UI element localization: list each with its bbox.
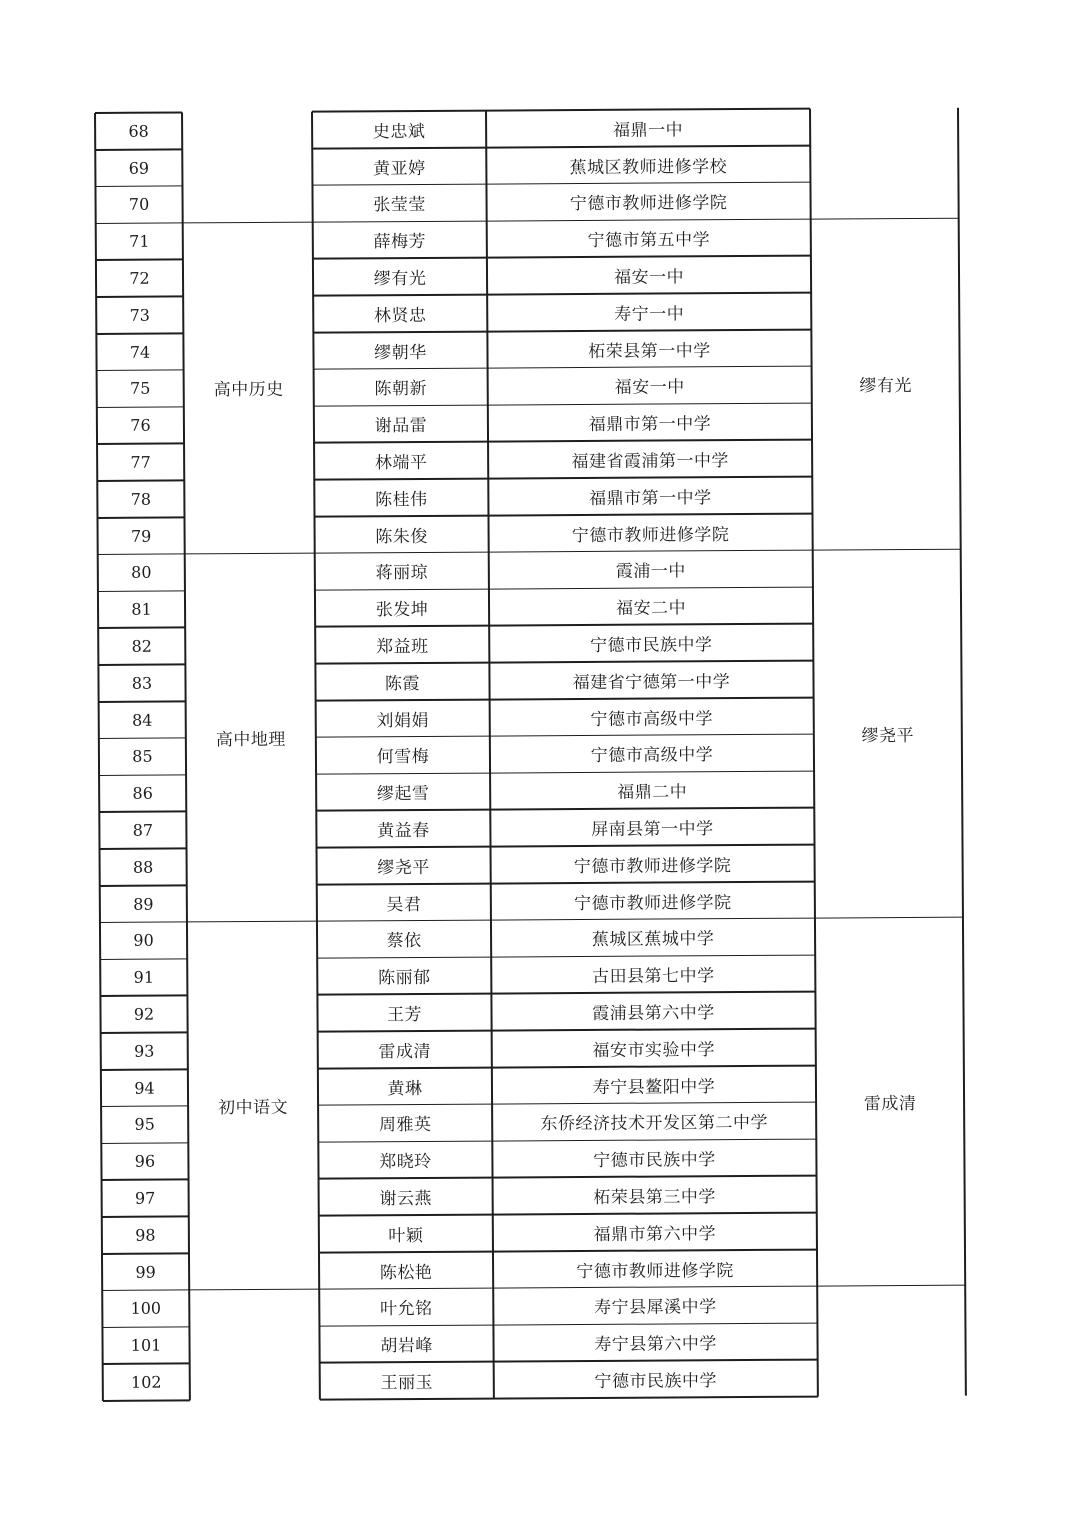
teacher-name: 谢品雷 <box>374 416 428 437</box>
school-name: 福建省宁德第一中学 <box>572 671 731 693</box>
group-leader-name: 缪尧平 <box>861 726 915 747</box>
teacher-name: 陈朝新 <box>374 379 428 400</box>
subject-group-label: 高中地理 <box>215 729 286 751</box>
school-name: 宁德市高级中学 <box>590 745 714 767</box>
row-number: 83 <box>131 673 153 693</box>
school-name: 福鼎市第一中学 <box>588 414 712 436</box>
school-name: 宁德市高级中学 <box>590 708 714 730</box>
teacher-name: 蔡依 <box>386 931 422 952</box>
school-name: 福安市实验中学 <box>592 1040 716 1061</box>
row-number: 73 <box>129 305 150 325</box>
school-name: 宁德市教师进修学院 <box>569 193 728 215</box>
row-number: 89 <box>133 894 154 914</box>
teacher-name: 黄益春 <box>377 821 430 842</box>
row-number: 75 <box>129 379 151 399</box>
school-name: 福鼎市第一中学 <box>589 488 712 509</box>
school-name: 柘荣县第三中学 <box>593 1187 716 1209</box>
school-name: 寿宁一中 <box>614 304 685 325</box>
school-name: 霞浦一中 <box>615 561 686 583</box>
school-name: 蕉城区教师进修学校 <box>569 156 728 178</box>
teacher-name: 叶颖 <box>388 1225 424 1247</box>
teacher-name: 陈朱俊 <box>375 526 428 547</box>
teacher-name: 陈桂伟 <box>375 489 428 511</box>
group-leader-name: 缪有光 <box>859 376 913 397</box>
school-name: 宁德市教师进修学院 <box>576 1260 734 1282</box>
school-name: 宁德市民族中学 <box>589 635 713 657</box>
school-name: 福鼎市第六中学 <box>593 1224 717 1245</box>
row-number: 84 <box>131 710 153 730</box>
row-number: 69 <box>128 158 150 178</box>
teacher-name: 何雪梅 <box>376 747 430 768</box>
teacher-name: 周雅英 <box>378 1115 432 1136</box>
teacher-name: 陈霞 <box>384 673 421 695</box>
school-name: 宁德市民族中学 <box>594 1371 718 1393</box>
teacher-name: 缪尧平 <box>377 857 430 879</box>
row-number: 72 <box>129 268 150 288</box>
teacher-name: 林端平 <box>374 453 428 474</box>
teacher-name: 黄琳 <box>387 1078 423 1099</box>
teacher-name: 黄亚婷 <box>373 158 426 179</box>
teacher-name: 张莹莹 <box>373 195 426 216</box>
teacher-name: 雷成清 <box>378 1041 432 1063</box>
school-name: 寿宁县第六中学 <box>594 1334 717 1356</box>
subject-group-label: 初中语文 <box>218 1097 289 1119</box>
teacher-name: 缪起雪 <box>376 784 430 805</box>
teacher-name: 吴君 <box>386 894 422 915</box>
row-number: 101 <box>130 1335 162 1356</box>
teacher-name: 缪有光 <box>373 269 427 290</box>
row-number: 79 <box>130 526 152 546</box>
school-name: 福安一中 <box>613 267 685 288</box>
row-number: 74 <box>129 342 151 362</box>
teacher-name: 薛梅芳 <box>373 232 427 253</box>
row-number: 76 <box>130 415 151 436</box>
row-number: 90 <box>133 931 154 951</box>
teacher-name: 谢云燕 <box>379 1189 432 1210</box>
subject-group-label: 高中历史 <box>213 380 284 401</box>
teacher-name: 刘娟娟 <box>376 710 430 731</box>
teacher-name: 王芳 <box>386 1005 423 1026</box>
row-number: 100 <box>130 1299 162 1319</box>
school-name: 宁德市民族中学 <box>593 1150 716 1172</box>
school-name: 福安二中 <box>615 598 687 620</box>
teacher-name: 蒋丽琼 <box>375 563 429 584</box>
row-number: 98 <box>135 1225 156 1245</box>
school-name: 福建省霞浦第一中学 <box>571 451 729 473</box>
school-name: 福安一中 <box>614 377 685 399</box>
teacher-name: 陈松艳 <box>379 1262 433 1283</box>
row-number: 88 <box>132 857 154 877</box>
teacher-name: 叶允铭 <box>380 1299 433 1320</box>
row-number: 92 <box>133 1004 155 1024</box>
row-number: 99 <box>135 1262 156 1282</box>
row-number: 71 <box>129 231 150 252</box>
school-name: 宁德市教师进修学院 <box>574 892 732 914</box>
school-name: 霞浦县第六中学 <box>592 1003 715 1025</box>
teacher-name: 郑晓玲 <box>379 1152 432 1173</box>
school-name: 寿宁县犀溪中学 <box>594 1297 717 1319</box>
row-number: 86 <box>132 783 153 804</box>
group-rule-leader-col <box>817 1284 965 1286</box>
row-number: 77 <box>130 452 151 472</box>
teacher-name: 张发坤 <box>375 600 429 621</box>
school-name: 宁德市第五中学 <box>587 230 711 252</box>
school-name: 古田县第七中学 <box>591 966 715 988</box>
row-number: 102 <box>130 1372 162 1392</box>
group-leader-name: 雷成清 <box>863 1094 917 1115</box>
row-number: 91 <box>133 967 155 988</box>
school-name: 宁德市教师进修学院 <box>573 855 732 877</box>
teacher-name: 林贤忠 <box>373 305 427 327</box>
row-number: 94 <box>134 1078 155 1098</box>
row-number: 78 <box>130 489 152 509</box>
row-number: 80 <box>131 563 152 583</box>
row-rule-number-col <box>103 1400 190 1402</box>
row-number: 82 <box>131 636 153 656</box>
school-name: 福鼎一中 <box>613 120 684 141</box>
school-name: 寿宁县鳌阳中学 <box>592 1076 716 1098</box>
school-name: 蕉城区蕉城中学 <box>591 929 715 951</box>
row-number: 68 <box>128 121 149 141</box>
school-name: 屏南县第一中学 <box>591 819 714 841</box>
school-name: 福鼎二中 <box>617 782 688 804</box>
row-number: 93 <box>134 1041 155 1061</box>
school-name: 东侨经济技术开发区第二中学 <box>540 1113 769 1135</box>
teacher-name: 史忠斌 <box>372 121 426 143</box>
teacher-name: 陈丽郁 <box>377 968 431 989</box>
teacher-name: 缪朝华 <box>374 342 427 363</box>
row-number: 81 <box>131 599 152 620</box>
row-number: 70 <box>128 195 150 215</box>
teacher-name: 胡岩峰 <box>380 1336 433 1357</box>
row-number: 87 <box>132 820 154 840</box>
row-number: 95 <box>134 1115 155 1135</box>
row-number: 85 <box>132 747 153 767</box>
school-name: 柘荣县第一中学 <box>588 340 711 362</box>
teacher-name: 郑益班 <box>375 637 429 658</box>
group-rule-subject-col <box>189 1288 319 1290</box>
school-name: 宁德市教师进修学院 <box>571 524 730 546</box>
teacher-name: 王丽玉 <box>380 1373 434 1394</box>
row-number: 97 <box>134 1188 156 1208</box>
row-number: 96 <box>134 1151 156 1172</box>
